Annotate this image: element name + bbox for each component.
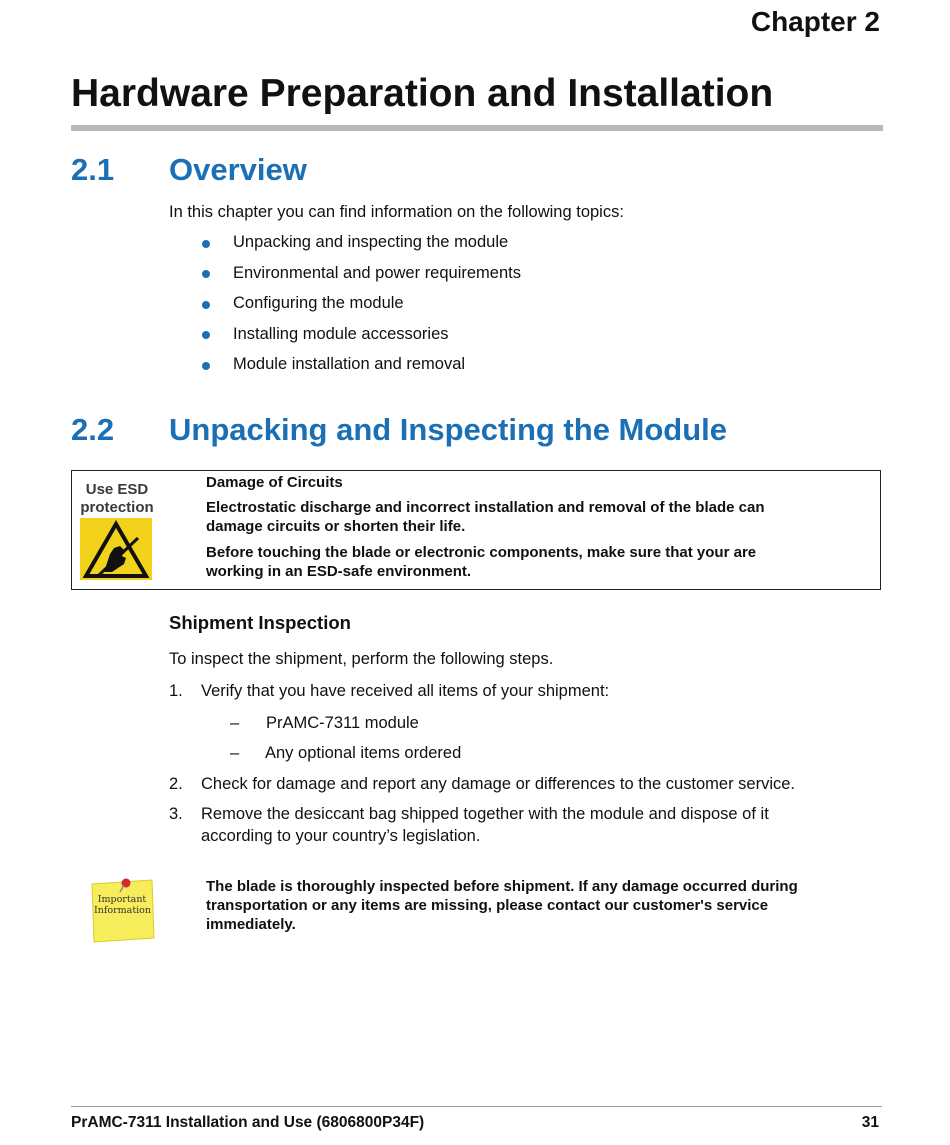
esd-hand-triangle-icon (80, 518, 152, 580)
bullet-icon (202, 331, 210, 339)
bullet-icon (202, 301, 210, 309)
sub-list-item: Any optional items ordered (265, 744, 462, 762)
section-title-overview: Overview (169, 152, 307, 187)
esd-notice-paragraph-1 (206, 498, 765, 536)
note-line: transportation or any items are missing, please contact our customer's service (206, 897, 769, 914)
esd-notice-heading: Damage of Circuits (206, 474, 343, 491)
list-item: Module installation and removal (233, 355, 466, 373)
esd-warning-icon (80, 518, 152, 580)
footer-rule (71, 1106, 882, 1107)
esd-notice-paragraph-2 (206, 543, 756, 581)
note-line: The blade is thoroughly inspected before shipment. If any damage occurred during (206, 878, 798, 895)
notice-line: damage circuits or shorten their life. (206, 518, 466, 535)
dash-bullet: – (230, 744, 240, 762)
section-number-overview: 2.1 (71, 152, 115, 187)
shipment-heading: Shipment Inspection (169, 612, 351, 633)
step-text: according to your country’s legislation. (201, 827, 481, 845)
section-title-unpacking: Unpacking and Inspecting the Module (169, 412, 728, 447)
notice-line: Electrostatic discharge and incorrect installation and removal of the blade can (206, 499, 765, 516)
chapter-label: Chapter 2 (750, 6, 880, 37)
important-sticky-note-icon (86, 876, 156, 944)
list-item: Configuring the module (233, 294, 404, 312)
list-item: Environmental and power requirements (233, 264, 521, 282)
dash-bullet: – (230, 714, 240, 732)
notice-line: working in an ESD-safe environment. (206, 563, 472, 580)
sub-list-item: PrAMC-7311 module (266, 714, 419, 732)
shipment-intro: To inspect the shipment, perform the following steps. (169, 650, 554, 668)
bullet-icon (202, 240, 210, 248)
note-line: immediately. (206, 916, 296, 933)
bullet-icon (202, 270, 210, 278)
list-item: Unpacking and inspecting the module (233, 233, 509, 251)
step-text: Remove the desiccant bag shipped together with the module and dispose of it (201, 805, 769, 823)
step-number: 2. (169, 775, 183, 793)
notice-line: Before touching the blade or electronic components, make sure that your are (206, 544, 757, 561)
sticky-label-line: Important (97, 894, 147, 905)
step-number: 3. (169, 805, 183, 823)
esd-label-line: protection (80, 499, 154, 516)
chapter-title: Hardware Preparation and Installation (71, 72, 774, 115)
important-note-text (206, 877, 798, 934)
page-number: 31 (861, 1114, 879, 1131)
esd-icon-label (76, 481, 158, 517)
section-number-unpacking: 2.2 (71, 412, 115, 447)
chapter-title-rule (71, 125, 883, 131)
esd-label-line: Use ESD (85, 481, 149, 498)
step-text: Verify that you have received all items of your shipment: (201, 682, 610, 700)
sticky-note-label (94, 894, 150, 916)
footer-doc-title: PrAMC-7311 Installation and Use (6806800P34F) (71, 1114, 425, 1131)
sticky-label-line: Information (94, 905, 152, 916)
step-text: Check for damage and report any damage or differences to the customer service. (201, 775, 796, 793)
step-number: 1. (169, 682, 183, 700)
bullet-icon (202, 362, 210, 370)
overview-intro: In this chapter you can find information on the following topics: (169, 203, 624, 221)
list-item: Installing module accessories (233, 325, 449, 343)
